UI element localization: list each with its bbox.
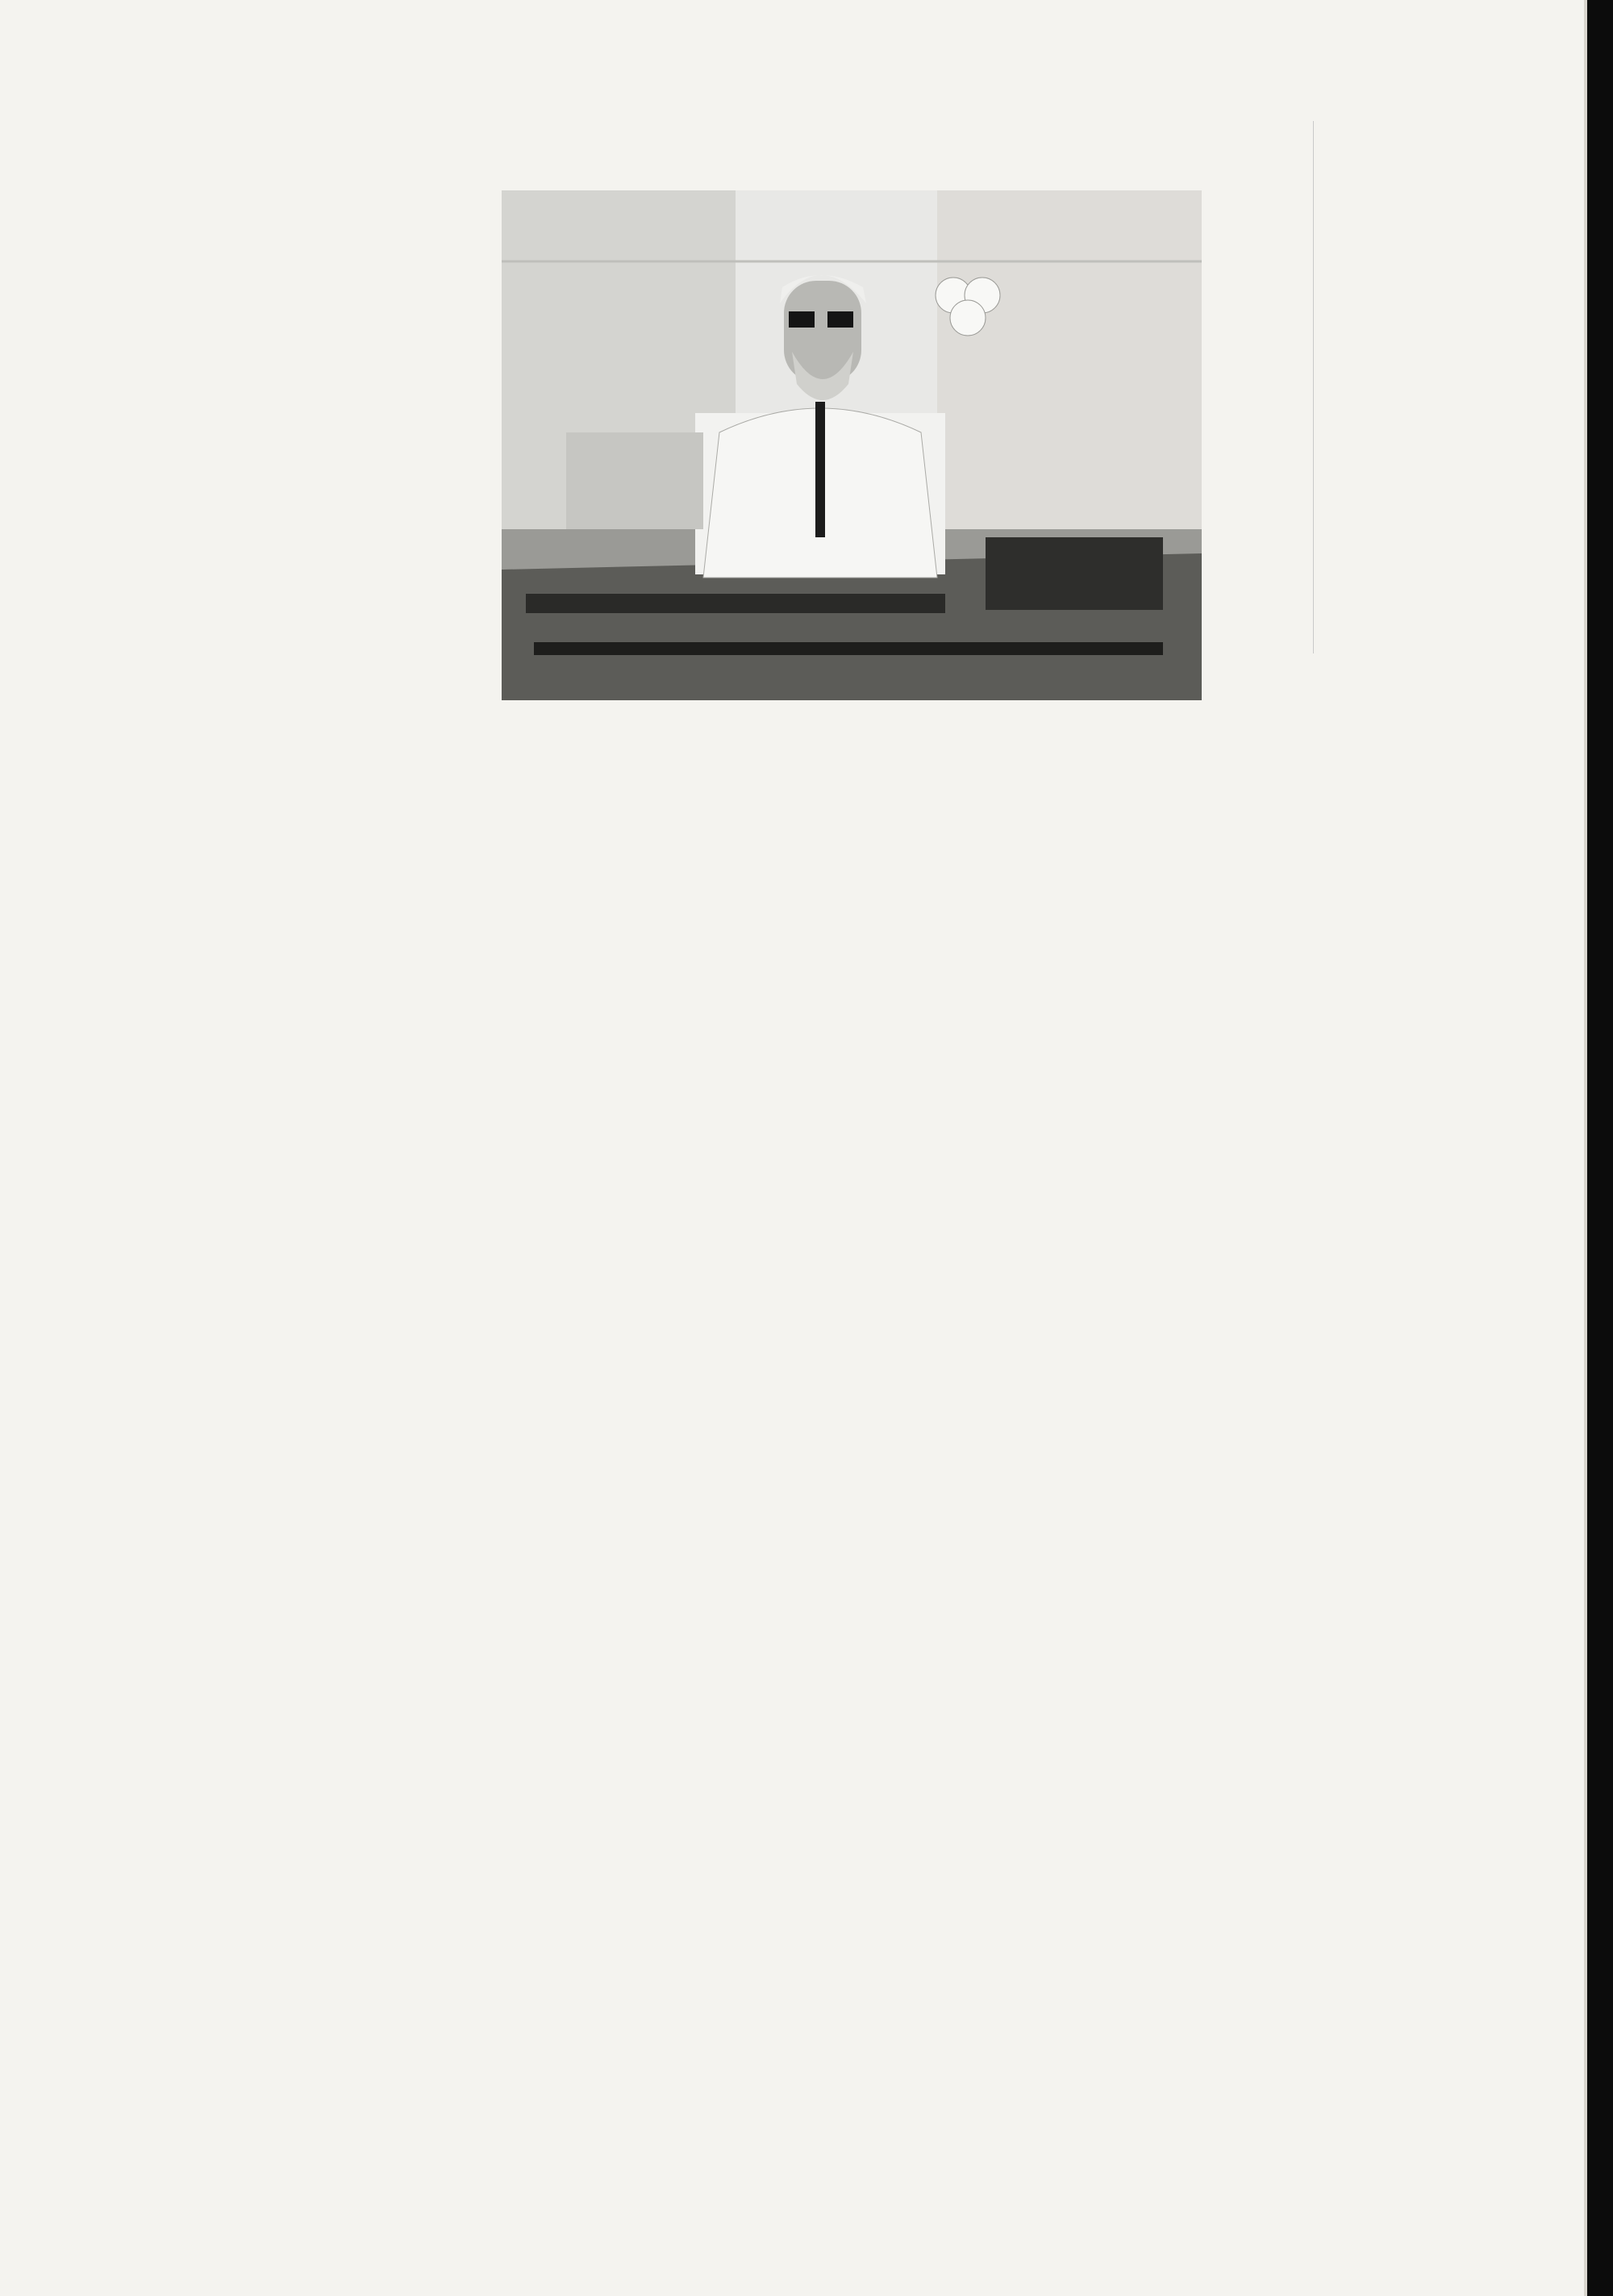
briefs-column-4 [1234,773,1400,1634]
coops-column-5 [1315,1715,1581,2277]
briefs-column-2 [882,773,1048,1634]
cultural-column-1 [197,836,469,1634]
coops-column-1 [192,1736,448,2277]
briefs-column-3 [1058,773,1224,1634]
math-lab-column-1 [211,218,484,716]
requisitions-column [1329,219,1579,652]
cultural-column-2 [481,808,687,1634]
page-edge-band [1587,0,1613,2296]
coops-column-4 [982,1715,1303,2277]
coops-column-2 [458,1715,697,2277]
column-rule [1313,121,1314,653]
briefs-column-1 [708,773,873,1634]
math-lab-column-2 [1071,194,1302,647]
briefs-column-5 [1410,773,1578,1634]
coops-column-3 [706,1715,973,2277]
